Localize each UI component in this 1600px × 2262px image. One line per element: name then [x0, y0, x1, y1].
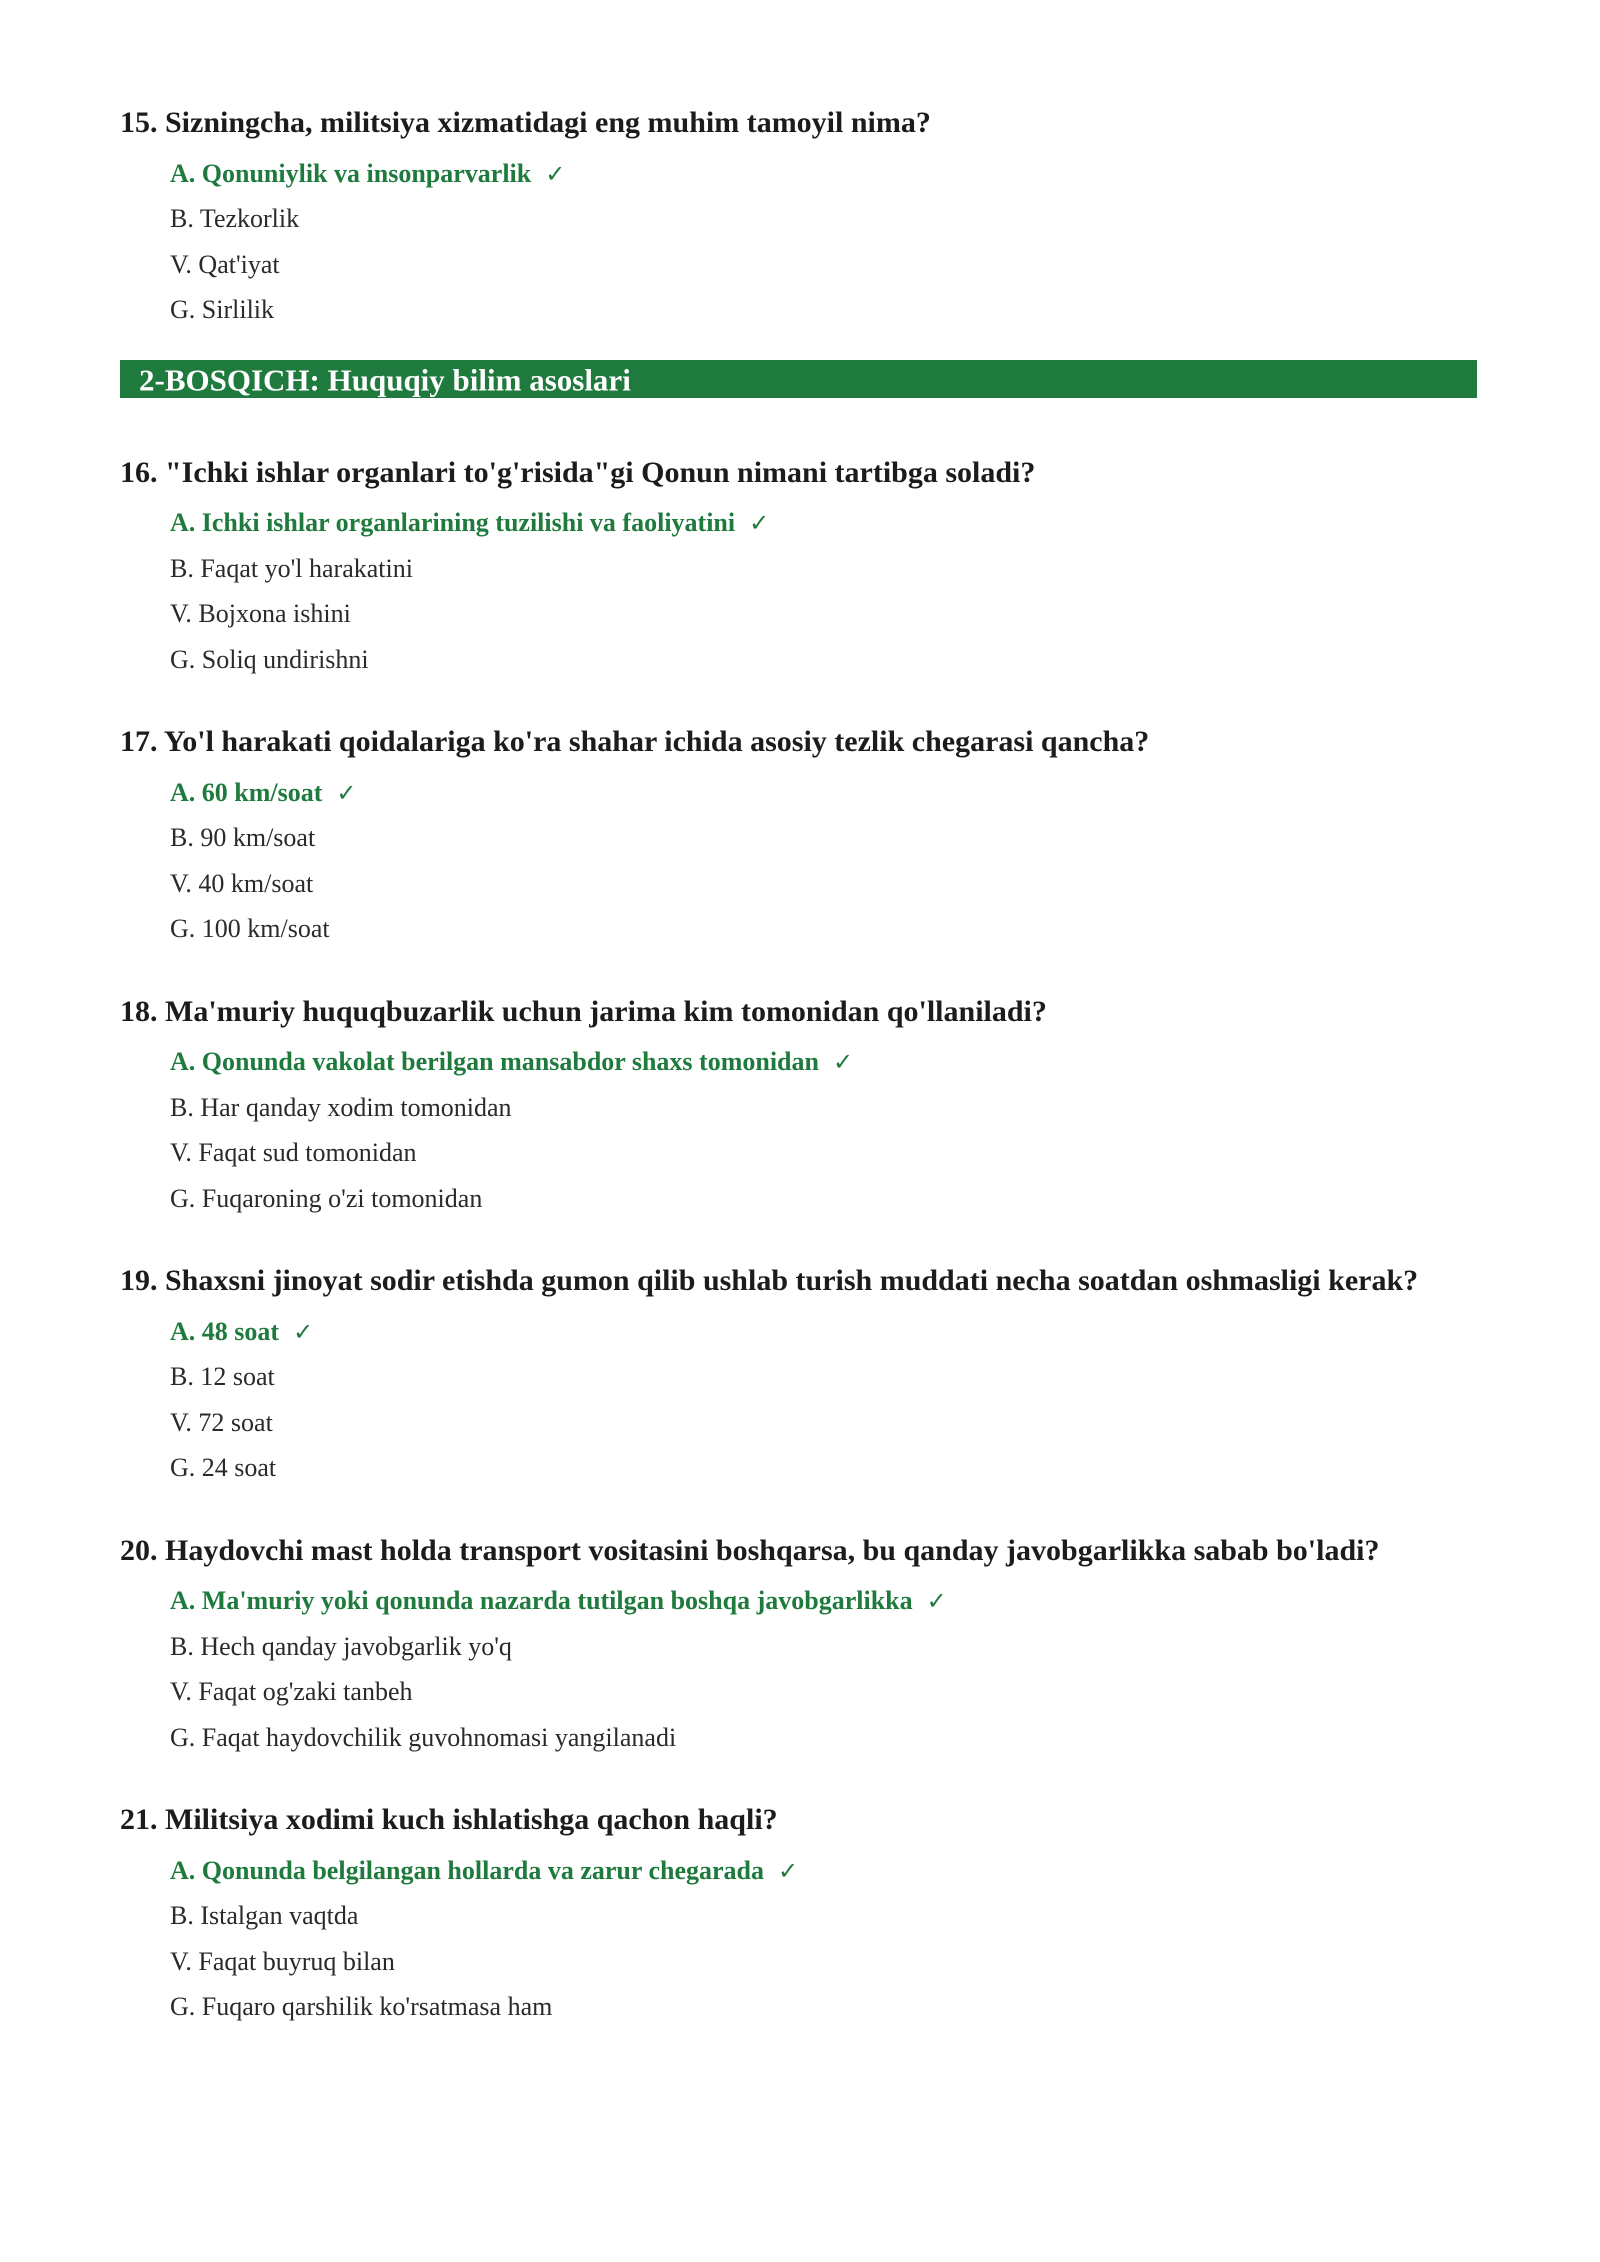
question-number: 18. — [120, 995, 158, 1028]
option-label: V. Faqat buyruq bilan — [170, 1947, 395, 1976]
answer-option-correct — [170, 780, 357, 806]
option-label: V. 40 km/soat — [170, 869, 314, 898]
option-label: A. 60 km/soat — [170, 778, 323, 807]
option-label: G. Fuqaro qarshilik ko'rsatmasa ham — [170, 1992, 553, 2021]
answer-option-correct — [170, 1319, 313, 1345]
answer-option-correct — [170, 1588, 947, 1614]
answer-option — [170, 1679, 412, 1705]
option-label: A. Qonuniylik va insonparvarlik — [170, 159, 532, 188]
question-18 — [120, 997, 1047, 1027]
section-header-title: 2-BOSQICH: Huquqiy bilim asoslari — [139, 362, 631, 398]
option-label: B. Istalgan vaqtda — [170, 1901, 359, 1930]
answer-option — [170, 1410, 273, 1436]
option-label: V. Faqat og'zaki tanbeh — [170, 1677, 413, 1706]
answer-option-correct — [170, 161, 565, 187]
question-21 — [120, 1805, 778, 1835]
checkmark-icon: ✓ — [749, 509, 770, 537]
option-label: G. Sirlilik — [170, 295, 275, 324]
answer-option-correct — [170, 1049, 853, 1075]
option-label: A. Ma'muriy yoki qonunda nazarda tutilgan boshqa javobgarlikka — [170, 1586, 913, 1615]
option-label: V. 72 soat — [170, 1408, 273, 1437]
question-17 — [120, 727, 1149, 757]
answer-option — [170, 871, 313, 897]
question-number: 17. — [120, 725, 158, 758]
answer-option — [170, 916, 330, 942]
option-label: A. 48 soat — [170, 1317, 280, 1346]
checkmark-icon: ✓ — [926, 1587, 947, 1615]
answer-option — [170, 1725, 676, 1751]
option-label: B. Tezkorlik — [170, 204, 300, 233]
answer-option — [170, 556, 413, 582]
question-text: Militsiya xodimi kuch ishlatishga qachon haqli? — [165, 1803, 778, 1836]
answer-option — [170, 825, 315, 851]
answer-option — [170, 1455, 276, 1481]
option-label: V. Qat'iyat — [170, 250, 280, 279]
option-label: V. Bojxona ishini — [170, 599, 351, 628]
answer-option — [170, 206, 299, 232]
question-text: Yo'l harakati qoidalariga ko'ra shahar ichida asosiy tezlik chegarasi qancha? — [163, 725, 1150, 758]
question-number: 15. — [120, 106, 158, 139]
answer-option — [170, 1949, 395, 1975]
answer-option-correct — [170, 510, 769, 536]
option-label: B. 90 km/soat — [170, 823, 316, 852]
checkmark-icon: ✓ — [778, 1857, 799, 1885]
question-19 — [120, 1266, 1418, 1296]
answer-option — [170, 1186, 482, 1212]
checkmark-icon: ✓ — [293, 1318, 314, 1346]
option-label: G. Fuqaroning o'zi tomonidan — [170, 1184, 483, 1213]
question-16 — [120, 458, 1035, 488]
option-label: B. 12 soat — [170, 1362, 275, 1391]
option-label: V. Faqat sud tomonidan — [170, 1138, 417, 1167]
option-label: B. Har qanday xodim tomonidan — [170, 1093, 512, 1122]
question-number: 16. — [120, 456, 158, 489]
question-text: Haydovchi mast holda transport vositasini boshqarsa, bu qanday javobgarlikka sabab bo'ladi? — [165, 1534, 1380, 1567]
option-label: B. Hech qanday javobgarlik yo'q — [170, 1632, 512, 1661]
answer-option — [170, 297, 274, 323]
option-label: B. Faqat yo'l harakatini — [170, 554, 413, 583]
question-text: Shaxsni jinoyat sodir etishda gumon qilib ushlab turish muddati necha soatdan oshmasligi kerak? — [165, 1264, 1419, 1297]
question-number: 20. — [120, 1534, 158, 1567]
checkmark-icon: ✓ — [545, 160, 566, 188]
answer-option — [170, 1903, 358, 1929]
option-label: A. Qonunda vakolat berilgan mansabdor shaxs tomonidan — [170, 1047, 819, 1076]
option-label: G. 100 km/soat — [170, 914, 330, 943]
checkmark-icon: ✓ — [832, 1048, 854, 1076]
question-number: 21. — [120, 1803, 158, 1836]
answer-option — [170, 1095, 512, 1121]
answer-option — [170, 1994, 552, 2020]
answer-option — [170, 252, 280, 278]
option-label: G. Faqat haydovchilik guvohnomasi yangilanadi — [170, 1723, 677, 1752]
answer-option — [170, 601, 351, 627]
answer-option — [170, 1364, 275, 1390]
question-number: 19. — [120, 1264, 158, 1297]
answer-option — [170, 1634, 512, 1660]
question-text: "Ichki ishlar organlari to'g'risida"gi Qonun nimani tartibga soladi? — [165, 456, 1036, 489]
answer-option-correct — [170, 1858, 798, 1884]
question-15 — [120, 108, 931, 138]
answer-option — [170, 647, 369, 673]
option-label: G. 24 soat — [170, 1453, 277, 1482]
checkmark-icon: ✓ — [336, 779, 357, 807]
option-label: A. Qonunda belgilangan hollarda va zarur chegarada — [170, 1856, 764, 1885]
answer-option — [170, 1140, 417, 1166]
question-text: Ma'muriy huquqbuzarlik uchun jarima kim tomonidan qo'llaniladi? — [165, 995, 1047, 1028]
option-label: A. Ichki ishlar organlarining tuzilishi va faoliyatini — [170, 508, 736, 537]
question-20 — [120, 1536, 1380, 1566]
question-text: Sizningcha, militsiya xizmatidagi eng muhim tamoyil nima? — [165, 106, 931, 139]
option-label: G. Soliq undirishni — [170, 645, 369, 674]
